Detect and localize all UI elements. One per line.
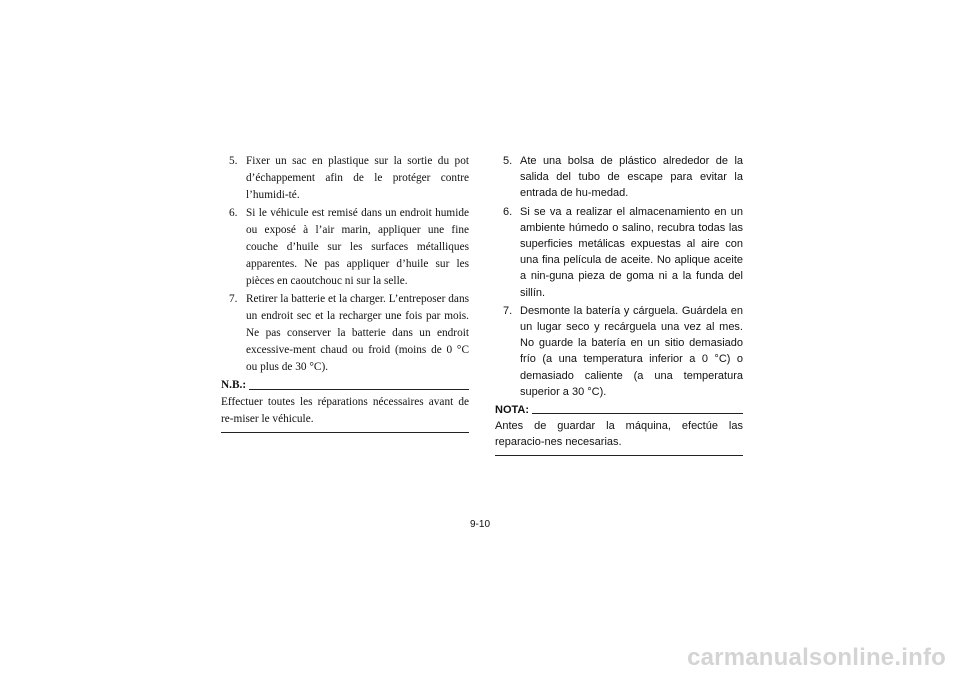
- watermark: carmanualsonline.info: [687, 644, 946, 671]
- step-text: Retirer la batterie et la charger. L’entreposer dans un endroit sec et la recharger une fois par mois. Ne pas conserver la batterie dans un endroit excessive-ment chaud ou froid (moins de 0 °C ou plus de 30 °C).: [246, 293, 469, 373]
- step-text: Desmonte la batería y cárguela. Guárdela en un lugar seco y recárguela una vez al mes. No guarde la batería en un sitio demasiado frío (a una temperatura inferior a 0 °C) o demasiado caliente (a una temperatura superior a 30 °C).: [520, 304, 743, 398]
- step-number: 7.: [229, 293, 238, 306]
- spanish-note-header-rule: [532, 413, 743, 414]
- spanish-note-end-rule: [495, 455, 743, 456]
- spanish-step-6: [495, 204, 743, 301]
- french-step-5: [221, 153, 469, 203]
- french-note-label: N.B.:: [221, 379, 247, 392]
- french-note-end-rule: [221, 432, 469, 433]
- spanish-note-label: NOTA:: [495, 404, 530, 417]
- french-step-6: [221, 205, 469, 289]
- step-text: Si se va a realizar el almacenamiento en un ambiente húmedo o salino, recubra todas las superficies metálicas expuestas al aire con una fina película de aceite. No aplique aceite a nin-guna pieza de goma ni a la funda del sillín.: [520, 205, 743, 299]
- french-column: [221, 153, 469, 433]
- step-number: 7.: [503, 304, 513, 317]
- spanish-note-header: [495, 402, 743, 418]
- step-number: 5.: [503, 155, 513, 167]
- step-number: 6.: [229, 207, 238, 220]
- spanish-step-7: [495, 303, 743, 400]
- spanish-column: [495, 153, 743, 456]
- french-note-header-rule: [249, 389, 469, 390]
- step-number: 5.: [229, 155, 238, 167]
- step-text: Si le véhicule est remisé dans un endroit humide ou exposé à l’air marin, appliquer une fine couche d’huile sur les surfaces métalliques apparentes. Ne pas appliquer d’huile sur les pièces en caoutchouc ni sur la selle.: [246, 207, 469, 287]
- french-note-header: [221, 377, 469, 394]
- french-step-7: [221, 291, 469, 375]
- step-text: Ate una bolsa de plástico alrededor de la salida del tubo de escape para evitar la entrada de hu-medad.: [520, 155, 743, 200]
- french-steps-list: [221, 153, 469, 375]
- page-number: 9-10: [469, 519, 490, 530]
- step-number: 6.: [503, 205, 513, 218]
- french-note-text: Effectuer toutes les réparations nécessaires avant de re-miser le véhicule.: [221, 396, 469, 425]
- step-text: Fixer un sac en plastique sur la sortie du pot d’échappement afin de le protéger contre l’humidi-té.: [246, 155, 469, 201]
- spanish-step-5: [495, 153, 743, 202]
- spanish-note-text: Antes de guardar la máquina, efectúe las reparacio-nes necesarias.: [495, 420, 743, 449]
- spanish-steps-list: [495, 153, 743, 400]
